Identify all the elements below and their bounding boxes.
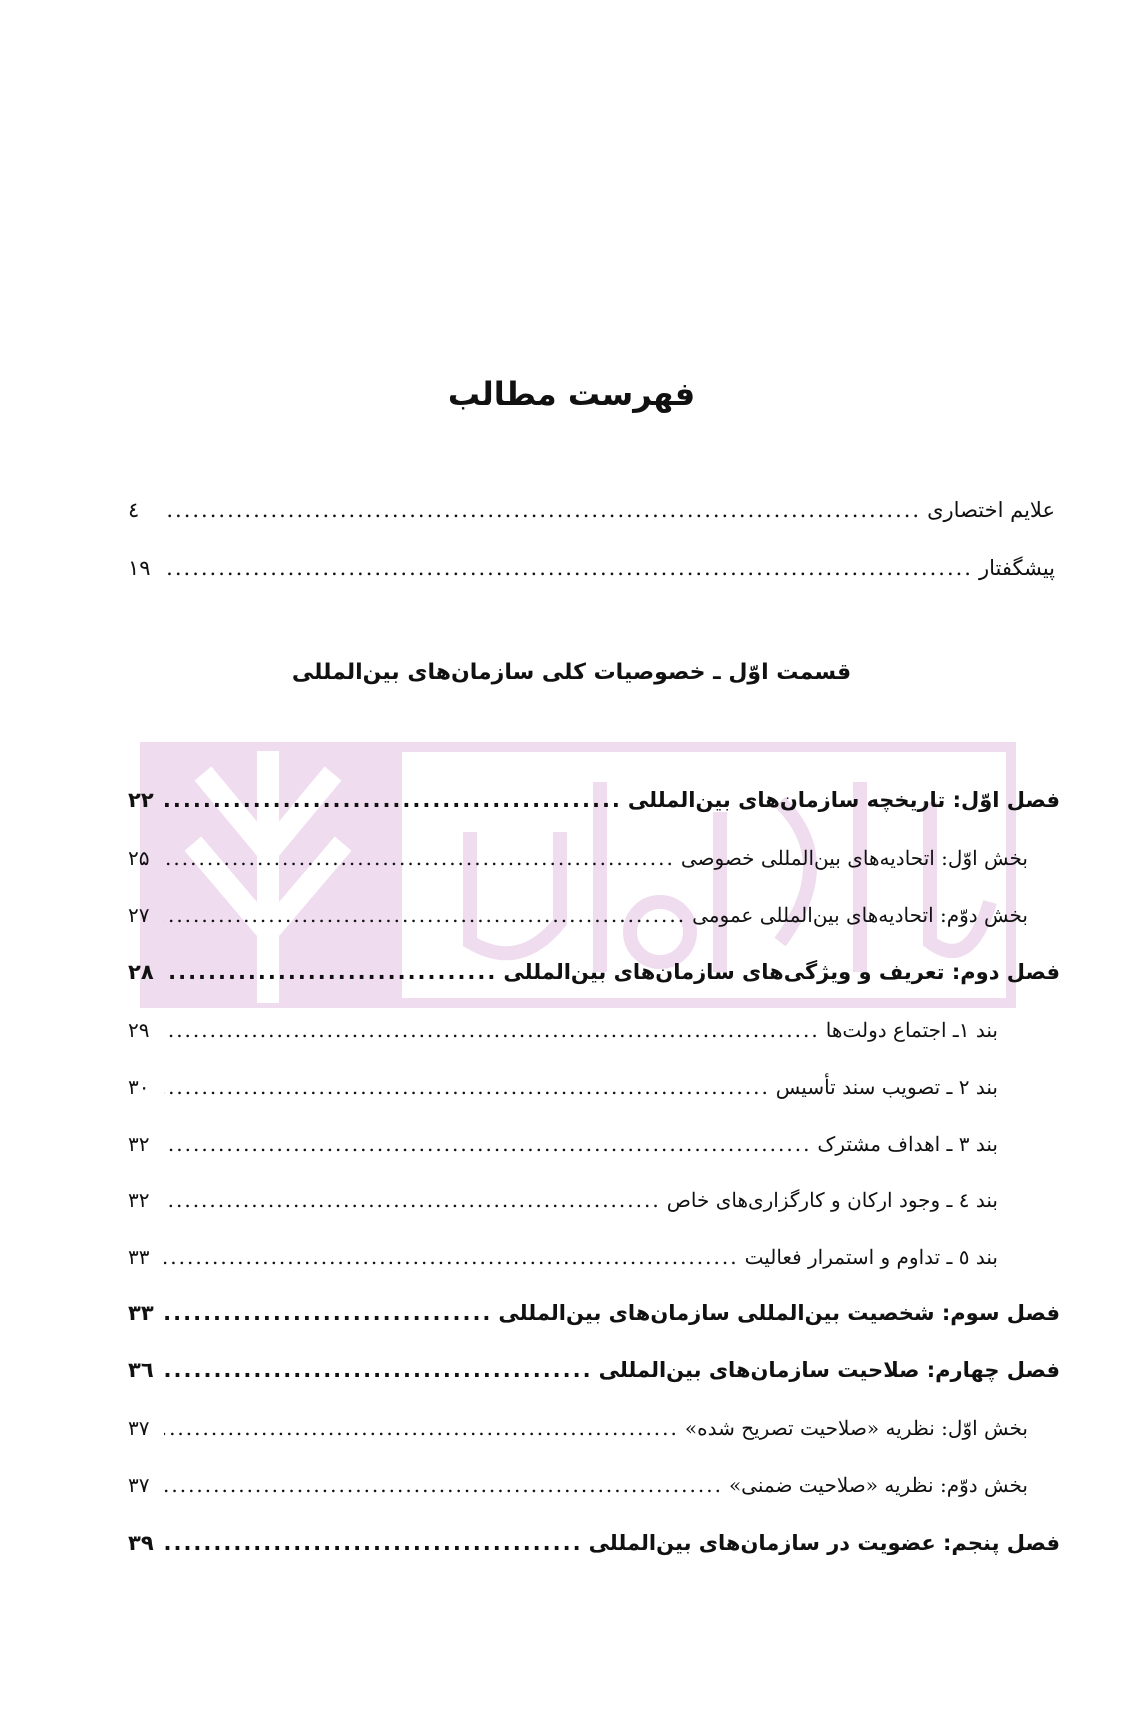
dot-leader	[164, 952, 497, 992]
dot-leader	[164, 1523, 583, 1563]
dot-leader	[164, 1010, 820, 1050]
toc-entry-page: ۳۹	[128, 1531, 154, 1555]
toc-chapter[interactable]	[128, 1350, 1060, 1390]
dot-leader	[164, 1180, 661, 1220]
dot-leader	[164, 1237, 739, 1277]
toc-entry-label: بند ۱ـ اجتماع دولت‌ها	[825, 1018, 998, 1042]
toc-entry-label: بخش دوّم: اتحادیه‌های بین‌المللی عمومی	[692, 903, 1028, 927]
dot-leader	[164, 490, 921, 530]
toc-chapter[interactable]	[128, 1293, 1060, 1333]
dot-leader	[164, 1350, 593, 1390]
dot-leader	[164, 1124, 811, 1164]
toc-entry-label: فصل دوم: تعریف و ویژگی‌های سازمان‌های بین‌المللی	[503, 960, 1060, 984]
toc-entry-page: ۳۰	[128, 1075, 150, 1099]
toc-entry-label: بند ۲ ـ تصویب سند تأسیس	[775, 1075, 998, 1099]
toc-clause[interactable]	[128, 1237, 998, 1277]
toc-clause[interactable]	[128, 1124, 998, 1164]
toc-entry-page: ۲۹	[128, 1018, 150, 1042]
toc-entry-label: بند ٤ ـ وجود ارکان و کارگزاری‌های خاص	[666, 1188, 998, 1212]
toc-subsection[interactable]	[128, 895, 1028, 935]
toc-entry-label: فصل اوّل: تاریخچه سازمان‌های بین‌المللی	[627, 788, 1060, 812]
toc-entry-label: فصل سوم: شخصیت بین‌المللی سازمان‌های بین‌المللی	[498, 1301, 1060, 1325]
toc-chapter[interactable]	[128, 780, 1060, 820]
toc-clause[interactable]	[128, 1067, 998, 1107]
toc-chapter[interactable]	[128, 1523, 1060, 1563]
dot-leader	[164, 838, 675, 878]
toc-entry-label: بند ٥ ـ تداوم و استمرار فعالیت	[744, 1245, 998, 1269]
toc-subsection[interactable]	[128, 1408, 1028, 1448]
section-heading: قسمت اوّل ـ خصوصیات کلی سازمان‌های بین‌المللی	[291, 660, 852, 685]
toc-entry-page: ۳۷	[128, 1473, 150, 1497]
dot-leader	[164, 1465, 723, 1505]
dot-leader	[164, 548, 973, 588]
toc-entry-label: بخش دوّم: نظریه «صلاحیت ضمنی»	[728, 1473, 1028, 1497]
toc-entry-page: ۲۸	[128, 960, 154, 984]
toc-entry[interactable]	[128, 548, 1055, 588]
toc-entry-page: ۲۲	[128, 788, 154, 812]
page-title: فهرست مطالب	[447, 375, 696, 413]
toc-entry-page: ۳٦	[128, 1358, 154, 1382]
toc-clause[interactable]	[128, 1180, 998, 1220]
dot-leader	[164, 1067, 770, 1107]
toc-entry-page: ۳۳	[128, 1245, 150, 1269]
toc-chapter[interactable]	[128, 952, 1060, 992]
toc-entry-page: ۳۲	[128, 1132, 150, 1156]
toc-entry-page: ۲۵	[128, 846, 150, 870]
toc-subsection[interactable]	[128, 838, 1028, 878]
toc-entry-label: فصل پنجم: عضویت در سازمان‌های بین‌المللی	[588, 1531, 1060, 1555]
toc-entry-page: ۳۷	[128, 1416, 150, 1440]
dot-leader	[164, 1408, 679, 1448]
toc-entry-page: ۳۲	[128, 1188, 150, 1212]
toc-entry-label: بخش اوّل: اتحادیه‌های بین‌المللی خصوصی	[680, 846, 1028, 870]
toc-clause[interactable]	[128, 1010, 998, 1050]
toc-entry-label: بخش اوّل: نظریه «صلاحیت تصریح شده»	[684, 1416, 1028, 1440]
toc-subsection[interactable]	[128, 1465, 1028, 1505]
toc-entry-page: ۲۷	[128, 903, 150, 927]
dot-leader	[164, 780, 622, 820]
toc-entry[interactable]	[128, 490, 1055, 530]
toc-entry-label: پیشگفتار	[978, 556, 1055, 580]
toc-entry-label: فصل چهارم: صلاحیت سازمان‌های بین‌المللی	[598, 1358, 1060, 1382]
toc-entry-label: بند ۳ ـ اهداف مشترک	[817, 1132, 998, 1156]
toc-entry-label: علایم اختصاری	[927, 498, 1055, 522]
toc-entry-page: ۳۳	[128, 1301, 154, 1325]
dot-leader	[164, 895, 686, 935]
toc-entry-page: ٤	[128, 498, 140, 522]
dot-leader	[164, 1293, 492, 1333]
toc-entry-page: ۱۹	[128, 556, 151, 580]
